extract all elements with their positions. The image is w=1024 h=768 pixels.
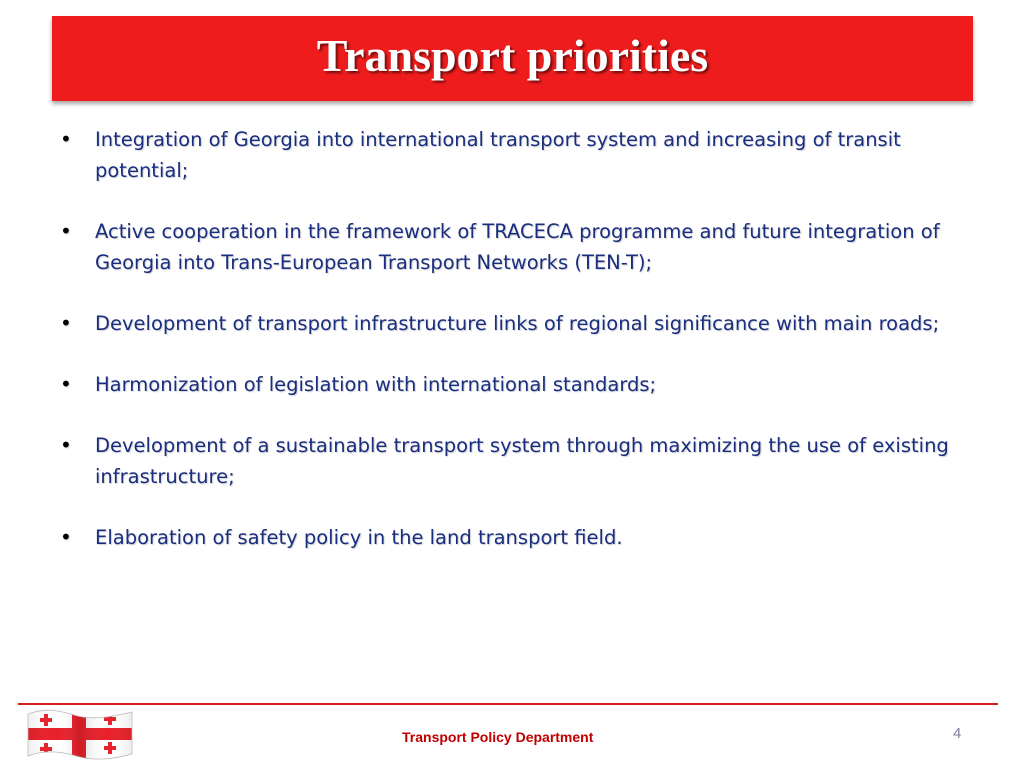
bullet-item xyxy=(60,124,960,186)
bullet-icon: • xyxy=(60,433,72,457)
bullet-item xyxy=(60,369,960,400)
slide-title: Transport priorities xyxy=(316,30,709,81)
georgia-flag-icon xyxy=(24,706,136,762)
bullet-icon: • xyxy=(60,372,72,396)
footer-department: Transport Policy Department xyxy=(402,729,594,745)
page-number: 4 xyxy=(953,725,962,742)
bullet-text: Elaboration of safety policy in the land transport field. xyxy=(95,526,623,549)
bullet-item xyxy=(60,308,960,339)
bullet-item xyxy=(60,522,960,553)
bullet-icon: • xyxy=(60,311,72,335)
bullet-item xyxy=(60,216,960,278)
bullet-icon: • xyxy=(60,219,72,243)
bullet-icon: • xyxy=(60,127,72,151)
bullet-text: Development of a sustainable transport system through maximizing the use of existing infrastructure; xyxy=(95,434,949,488)
bullet-list xyxy=(60,124,960,583)
bullet-text: Development of transport infrastructure links of regional significance with main roads; xyxy=(95,312,940,335)
bullet-text: Harmonization of legislation with international standards; xyxy=(95,373,657,396)
bullet-text: Active cooperation in the framework of TRACECA programme and future integration of Georgia into Trans-European Transport Networks (TEN-T); xyxy=(95,220,940,274)
bullet-item xyxy=(60,430,960,492)
bullet-icon: • xyxy=(60,525,72,549)
bullet-text: Integration of Georgia into international transport system and increasing of transit potential; xyxy=(95,128,901,182)
footer-divider xyxy=(18,703,998,705)
title-bar xyxy=(52,16,973,101)
